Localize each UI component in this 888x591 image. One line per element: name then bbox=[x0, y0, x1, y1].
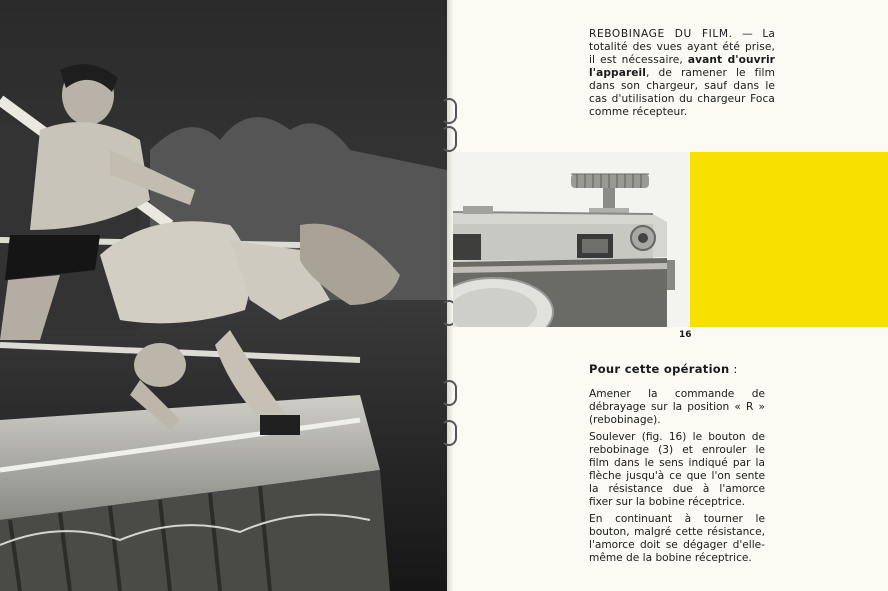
rewind-heading: REBOBINAGE DU FILM. bbox=[589, 28, 733, 40]
instruction-paragraph: Amener la commande de débrayage sur la position « R » (rebobinage). bbox=[589, 388, 765, 426]
yellow-accent-block bbox=[690, 152, 888, 327]
operation-instructions bbox=[589, 388, 765, 569]
intro-text-rest: , de ramener le film dans son chargeur, sauf dans le cas d'utilisation du chargeur Foca comme récepteur. bbox=[589, 67, 775, 118]
intro-text: — La totalité des vues ayant été prise, il est nécessaire, bbox=[589, 28, 775, 66]
camera-figure bbox=[453, 152, 690, 327]
camera-icon bbox=[453, 152, 690, 327]
rewind-intro-paragraph bbox=[589, 28, 775, 119]
operation-title bbox=[589, 362, 738, 376]
intro-emphasis: avant d'ouvrir l'appareil bbox=[589, 54, 776, 79]
operation-title-text: Pour cette opération bbox=[589, 362, 730, 376]
instruction-paragraph: En continuant à tourner le bouton, malgré cette résistance, l'amorce doit se dégager d'elle-même de la bobine réceptrice. bbox=[589, 513, 765, 564]
figure-number: 16 bbox=[679, 330, 692, 340]
operation-title-colon: : bbox=[729, 362, 738, 376]
right-page bbox=[453, 0, 888, 591]
instruction-paragraph: Soulever (fig. 16) le bouton de rebobinage (3) et enrouler le film dans le sens indiqué par la flèche jusqu'à ce que l'on sente la résistance due à l'amorce fixer sur la bobine réceptrice. bbox=[589, 431, 765, 508]
